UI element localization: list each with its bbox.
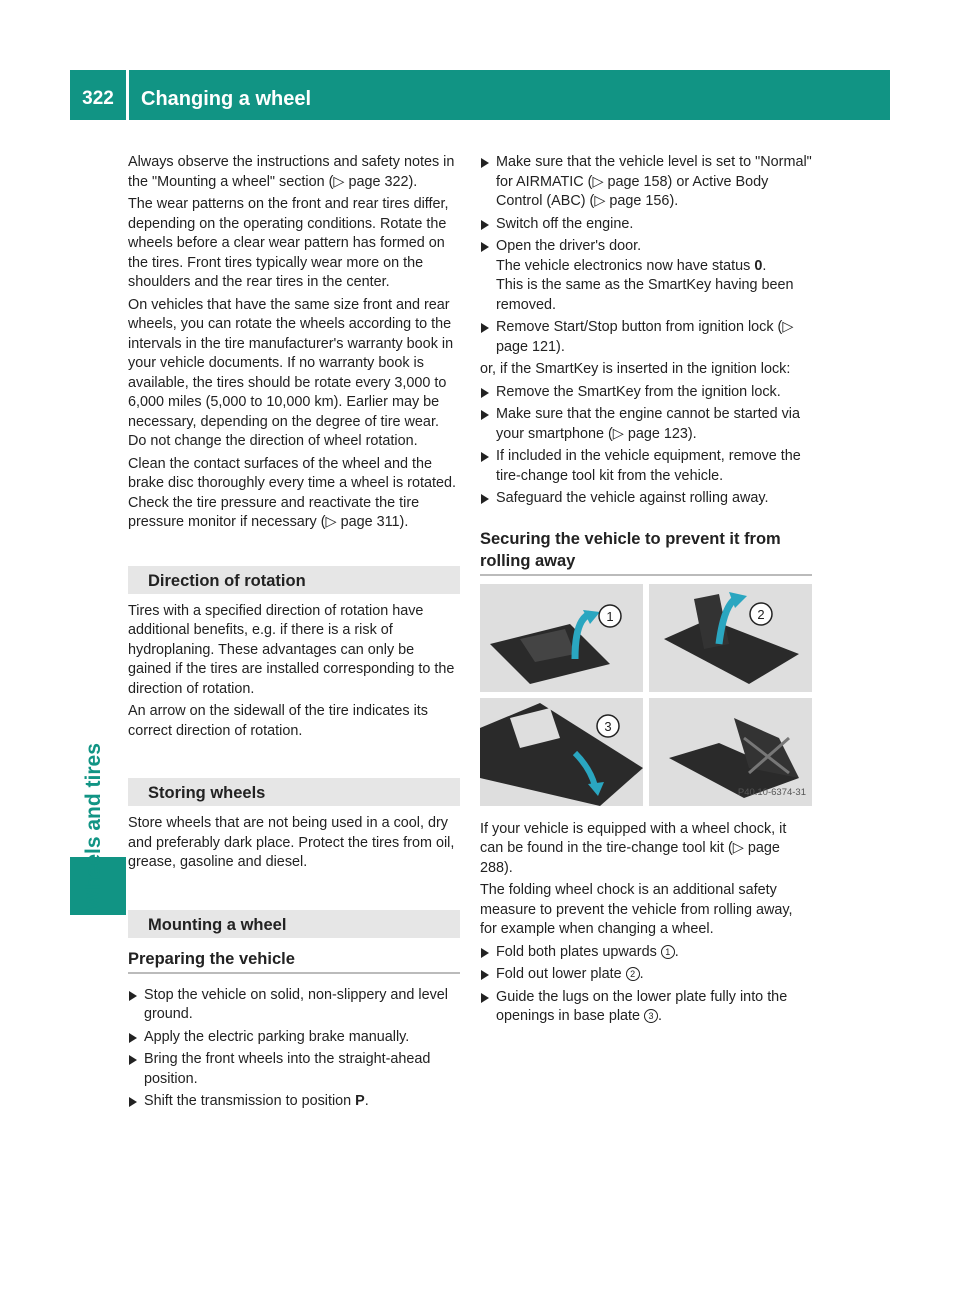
section-heading-storing: Storing wheels: [128, 778, 460, 806]
figure-panel-2: [649, 584, 812, 692]
section-heading-direction: Direction of rotation: [128, 566, 460, 594]
wheel-chock-illustration-1: [480, 584, 643, 692]
figure-panel-3: [480, 698, 643, 806]
instruction-step: Bring the front wheels into the straight-ahead position.: [128, 1050, 460, 1089]
wheel-chock-illustration-2: [649, 584, 812, 692]
wheel-chock-illustration-3: [480, 698, 643, 806]
storing-paragraph: Store wheels that are not being used in a cool, dry and preferably dark place. Protect the tires from oil, grease, gasoline and diesel.: [128, 815, 455, 870]
step-result-end: .: [762, 257, 767, 274]
subheading-securing: Securing the vehicle to prevent it from rolling away: [480, 528, 812, 576]
intro-paragraph: Always observe the instructions and safety notes in the "Mounting a wheel" section (▷ page 322).: [128, 154, 455, 190]
intro-paragraph: On vehicles that have the same size front and rear wheels, you can rotate the wheels according to the intervals in the tire manufacturer's warranty book in your vehicle documents. If no warranty book is available, the tires should be rotate every 3,000 to 6,000 miles (5,000 to 10,000 km). Earlier may be necessary, depending on the degree of tire wear. Do not change the direction of wheel rotation.: [128, 296, 454, 449]
right-column: [480, 153, 812, 1030]
step-number-callout: 2: [626, 967, 640, 981]
or-paragraph: or, if the SmartKey is inserted in the ignition lock:: [480, 361, 791, 377]
instruction-step: Switch off the engine.: [480, 215, 812, 235]
figure-label-2: 2: [757, 606, 765, 622]
figure-label-1: 1: [606, 608, 614, 624]
left-column: [128, 153, 460, 1115]
step-end: .: [364, 1093, 369, 1109]
securing-paragraph: The folding wheel chock is an additional safety measure to prevent the vehicle from rolling away, for example when changing a wheel.: [480, 882, 793, 937]
intro-paragraph: The wear patterns on the front and rear tires differ, depending on the operating conditions. Rotate the wheels before a clear wear pattern has formed on the tires. Front tires typically wear more on the shoulders and the rear tires in the center.: [128, 196, 449, 290]
step-number-callout: 1: [661, 945, 675, 959]
step-text: Shift the transmission to position: [144, 1093, 356, 1109]
step-text: Guide the lugs on the lower plate fully into the openings in base plate: [496, 988, 788, 1024]
intro-paragraph: Clean the contact surfaces of the wheel and the brake disc thoroughly every time a wheel is rotated. Check the tire pressure and reactivate the tire pressure monitor if necessary (▷ page 311).: [128, 455, 456, 530]
step-end: .: [658, 1008, 663, 1024]
securing-paragraph: If your vehicle is equipped with a wheel chock, it can be found in the tire-change tool kit (▷ page 288).: [480, 820, 787, 876]
instruction-step: [128, 1092, 460, 1112]
step-text: Fold out lower plate: [496, 966, 626, 982]
subheading-preparing: Preparing the vehicle: [128, 948, 460, 974]
side-tab-label: Wheels and tires: [82, 743, 105, 910]
instruction-step: Safeguard the vehicle against rolling away.: [480, 489, 812, 509]
wheel-chock-figure: [480, 584, 812, 808]
instruction-step: Apply the electric parking brake manually.: [128, 1028, 460, 1048]
instruction-step: Make sure that the engine cannot be started via your smartphone (▷ page 123).: [480, 405, 812, 444]
figure-label-3: 3: [604, 718, 612, 734]
status-value: 0: [754, 257, 763, 274]
section-heading-mounting: Mounting a wheel: [128, 910, 460, 938]
instruction-step: [480, 237, 812, 315]
page-title: Changing a wheel: [141, 88, 312, 110]
instruction-step: If included in the vehicle equipment, remove the tire-change tool kit from the vehicle.: [480, 447, 812, 486]
page-header: [70, 70, 890, 120]
instruction-step: [480, 965, 812, 985]
instruction-step: Remove the SmartKey from the ignition lock.: [480, 383, 812, 403]
step-result: [496, 257, 812, 277]
instruction-step: Make sure that the vehicle level is set to "Normal" for AIRMATIC (▷ page 158) or Active Body Control (ABC) (▷ page 156).: [480, 153, 812, 212]
step-number-callout: 3: [644, 1009, 658, 1023]
figure-panel-4: [649, 698, 812, 806]
figure-panel-1: [480, 584, 643, 692]
instruction-step: [480, 988, 812, 1027]
figure-code: P40.10-6374-31: [737, 787, 806, 798]
gear-position: P: [355, 1093, 365, 1109]
direction-paragraph: Tires with a specified direction of rotation have additional benefits, e.g. if there is a risk of hydroplaning. These advantages can only be gained if the tires are installed corresponding to the direction of rotation.: [128, 602, 455, 697]
step-end: .: [674, 943, 679, 960]
step-note: This is the same as the SmartKey having been removed.: [496, 277, 794, 313]
step-result-text: The vehicle electronics now have status: [496, 257, 755, 274]
page-number: 322: [82, 88, 114, 109]
instruction-step: Remove Start/Stop button from ignition lock (▷ page 121).: [480, 318, 812, 357]
step-end: .: [639, 966, 644, 982]
header-divider: [126, 70, 129, 120]
instruction-step: Stop the vehicle on solid, non-slippery and level ground.: [128, 986, 460, 1025]
instruction-step: [480, 943, 812, 963]
direction-paragraph: An arrow on the sidewall of the tire indicates its correct direction of rotation.: [128, 703, 428, 739]
step-text: Open the driver's door.: [496, 238, 642, 254]
step-text: Fold both plates upwards: [496, 943, 661, 960]
